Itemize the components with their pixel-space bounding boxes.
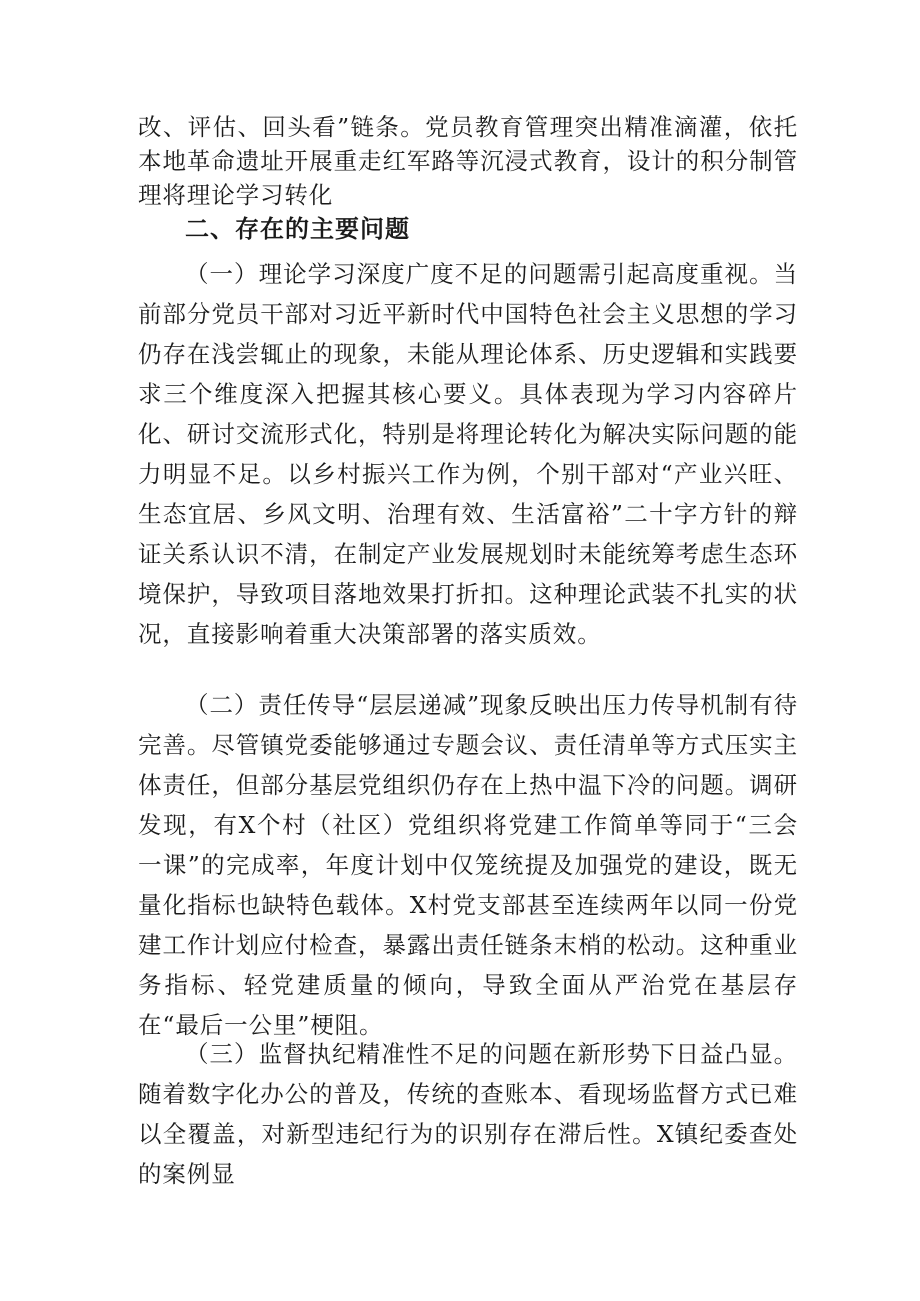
continuation-paragraph: 改、评估、回头看”链条。党员教育管理突出精准滴灌，依托本地革命遗址开展重走红军路等沉浸式教育，设计的积分制管理将理论学习转化 xyxy=(138,113,798,209)
paragraph-1: （一）理论学习深度广度不足的问题需引起高度重视。当前部分党员干部对习近平新时代中国特色社会主义思想的学习仍存在浅尝辄止的现象，未能从理论体系、历史逻辑和实践要求三个维度深入把握其核心要义。具体表现为学习内容碎片化、研讨交流形式化，特别是将理论转化为解决实际问题的能力明显不足。以乡村振兴工作为例，个别干部对“产业兴旺、生态宜居、乡风文明、治理有效、生活富裕”二十字方针的辩证关系认识不清，在制定产业发展规划时未能统筹考虑生态环境保护，导致项目落地效果打折扣。这种理论武装不扎实的状况，直接影响着重大决策部署的落实质效。 xyxy=(138,260,798,648)
section-heading: 二、存在的主要问题 xyxy=(185,215,410,243)
paragraph-3: （三）监督执纪精准性不足的问题在新形势下日益凸显。随着数字化办公的普及，传统的查账本、看现场监督方式已难以全覆盖，对新型违纪行为的识别存在滞后性。X镇纪委查处的案例显 xyxy=(138,1040,798,1188)
paragraph-2: （二）责任传导“层层递减”现象反映出压力传导机制有待完善。尽管镇党委能够通过专题会议、责任清单等方式压实主体责任，但部分基层党组织仍存在上热中温下冷的问题。调研发现，有X个村（社区）党组织将党建工作简单等同于“三会一课”的完成率，年度计划中仅笼统提及加强党的建设，既无量化指标也缺特色载体。X村党支部甚至连续两年以同一份党建工作计划应付检查，暴露出责任链条末梢的松动。这种重业务指标、轻党建质量的倾向，导致全面从严治党在基层存在“最后一公里”梗阻。 xyxy=(138,691,798,1039)
